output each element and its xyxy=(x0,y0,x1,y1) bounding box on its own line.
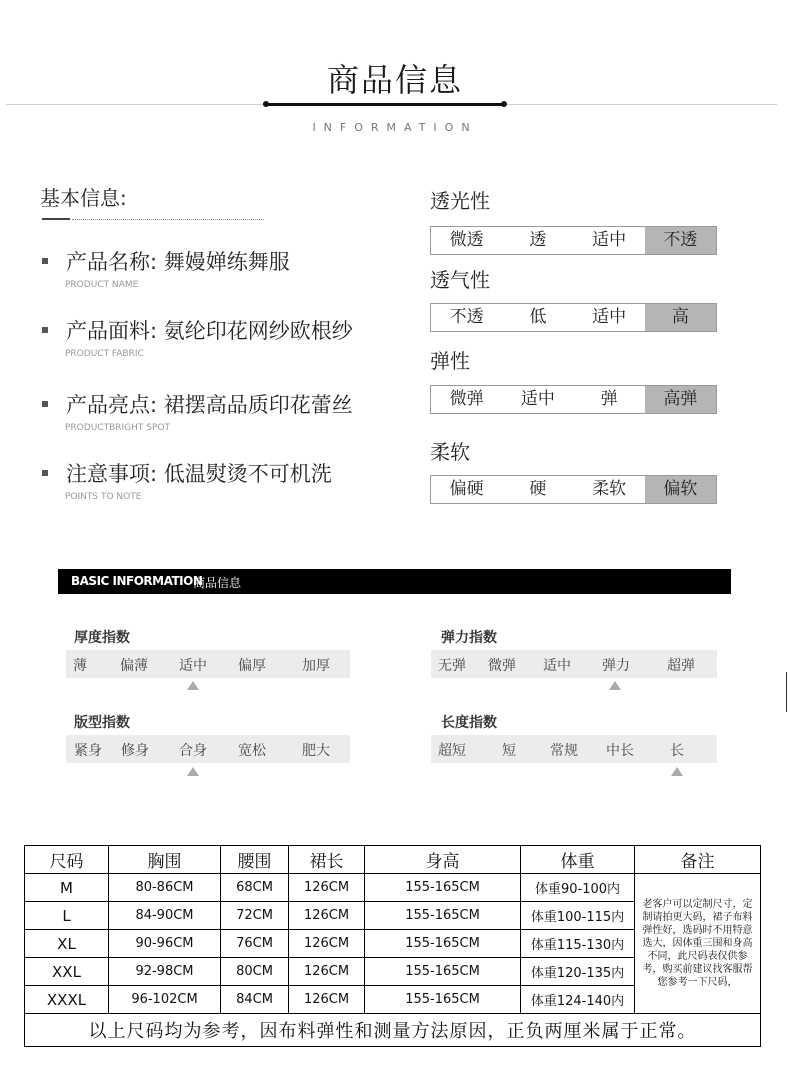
index-option-selected: 长 xyxy=(670,743,684,759)
info-item-text xyxy=(66,246,290,276)
index-bar-thickness xyxy=(66,650,350,678)
table-cell: 155-165CM xyxy=(365,874,521,902)
info-value: 裙摆高品质印花蕾丝 xyxy=(163,393,353,417)
bullet-icon xyxy=(42,258,48,264)
info-item-sub: PRODUCTBRIGHT SPOT xyxy=(65,423,170,433)
info-label: 产品亮点: xyxy=(66,393,158,417)
table-cell: 92-98CM xyxy=(109,958,221,986)
scale-option: 适中 xyxy=(592,307,627,327)
table-cell: 体重120-135内 xyxy=(521,958,635,986)
column-header: 体重 xyxy=(521,846,635,874)
column-header: 备注 xyxy=(635,846,761,874)
info-label: 产品名称: xyxy=(66,250,158,274)
table-cell: 84CM xyxy=(221,986,289,1014)
scale-option-selected: 高弹 xyxy=(645,386,716,413)
index-option: 微弹 xyxy=(488,658,516,674)
table-header-row xyxy=(25,846,761,874)
basic-info-underline xyxy=(42,218,70,220)
table-cell: 体重124-140内 xyxy=(521,986,635,1014)
scale-title-elasticity: 弹性 xyxy=(430,349,470,373)
index-title-thickness: 厚度指数 xyxy=(74,630,130,646)
scale-option: 硬 xyxy=(529,479,547,499)
index-bar-elasticity xyxy=(431,650,717,678)
scale-option: 适中 xyxy=(520,389,555,409)
index-option: 偏厚 xyxy=(238,658,266,674)
index-option: 无弹 xyxy=(438,658,466,674)
scale-option: 低 xyxy=(529,307,547,327)
scale-option: 微弹 xyxy=(449,389,484,409)
table-cell: 155-165CM xyxy=(365,902,521,930)
index-option-selected: 弹力 xyxy=(602,658,630,674)
divider-dot-left xyxy=(263,101,269,107)
table-cell: 155-165CM xyxy=(365,958,521,986)
index-option: 宽松 xyxy=(238,743,266,759)
table-cell-size: XXL xyxy=(25,958,109,986)
info-value: 舞嫚婵练舞服 xyxy=(163,250,290,274)
edge-divider xyxy=(786,672,787,712)
scale-option: 微透 xyxy=(449,230,484,250)
info-value: 氨纶印花网纱欧根纱 xyxy=(163,319,353,343)
table-cell-size: XL xyxy=(25,930,109,958)
column-header: 身高 xyxy=(365,846,521,874)
index-option: 中长 xyxy=(606,743,634,759)
table-cell-size: L xyxy=(25,902,109,930)
table-cell: 126CM xyxy=(289,902,365,930)
index-option: 适中 xyxy=(543,658,571,674)
index-option: 薄 xyxy=(73,658,87,674)
table-cell: 体重90-100内 xyxy=(521,874,635,902)
table-cell: 72CM xyxy=(221,902,289,930)
info-item-text xyxy=(66,315,353,345)
indicator-triangle-icon xyxy=(187,767,199,776)
index-option: 常规 xyxy=(550,743,578,759)
column-header: 胸围 xyxy=(109,846,221,874)
scale-option-selected: 偏软 xyxy=(645,476,716,503)
column-header: 腰围 xyxy=(221,846,289,874)
column-header: 裙长 xyxy=(289,846,365,874)
index-option: 超短 xyxy=(438,743,466,759)
scale-option: 柔软 xyxy=(592,479,627,499)
bullet-icon xyxy=(42,327,48,333)
scale-translucency xyxy=(430,226,717,255)
table-cell: 126CM xyxy=(289,930,365,958)
index-bar-length xyxy=(431,735,717,763)
scale-title-softness: 柔软 xyxy=(430,440,470,464)
table-cell: 155-165CM xyxy=(365,930,521,958)
scale-title-translucency: 透光性 xyxy=(430,189,490,213)
table-cell: 126CM xyxy=(289,986,365,1014)
info-label: 产品面料: xyxy=(66,319,158,343)
info-item-sub: POINTS TO NOTE xyxy=(65,492,142,502)
basic-info-title: 基本信息: xyxy=(40,186,127,210)
title-divider-accent xyxy=(265,103,505,106)
scale-option-selected: 高 xyxy=(645,304,716,331)
table-cell: 126CM xyxy=(289,874,365,902)
scale-option: 适中 xyxy=(592,230,627,250)
table-note: 老客户可以定制尺寸，定制请拍更大码，裙子布料弹性好，选码时不用特意选大，因体重三围和身高不同，此尺码表仅供参考，购买前建议找客服帮您参考一下尺码， xyxy=(635,874,761,1014)
index-option: 短 xyxy=(502,743,516,759)
index-title-fit: 版型指数 xyxy=(74,715,130,731)
table-footer-note: 以上尺码均为参考，因布料弹性和测量方法原因，正负两厘米属于正常。 xyxy=(25,1014,761,1047)
scale-title-breathability: 透气性 xyxy=(430,268,490,292)
info-item-text xyxy=(66,389,353,419)
info-item-sub: PRODUCT NAME xyxy=(65,280,139,290)
table-cell: 80-86CM xyxy=(109,874,221,902)
scale-option: 弹 xyxy=(600,389,618,409)
table-footer-row xyxy=(25,1014,761,1047)
scale-option-selected: 不透 xyxy=(645,227,716,254)
indicator-triangle-icon xyxy=(671,767,683,776)
index-option: 肥大 xyxy=(302,743,330,759)
index-option: 修身 xyxy=(121,743,149,759)
table-cell: 80CM xyxy=(221,958,289,986)
scale-breathability xyxy=(430,303,717,332)
page-title: 商品信息 xyxy=(326,61,463,99)
indicator-triangle-icon xyxy=(609,681,621,690)
scale-option: 不透 xyxy=(449,307,484,327)
banner-cn: 商品信息 xyxy=(193,576,242,590)
index-option: 偏薄 xyxy=(120,658,148,674)
banner-en: BASIC INFORMATION xyxy=(71,574,203,588)
table-cell: 体重100-115内 xyxy=(521,902,635,930)
table-cell: 126CM xyxy=(289,958,365,986)
index-title-elasticity: 弹力指数 xyxy=(441,630,497,646)
table-cell: 68CM xyxy=(221,874,289,902)
index-option: 紧身 xyxy=(74,743,102,759)
index-bar-fit xyxy=(66,735,350,763)
table-cell: 96-102CM xyxy=(109,986,221,1014)
index-option-selected: 合身 xyxy=(179,743,207,759)
scale-elasticity xyxy=(430,385,717,414)
divider-dot-right xyxy=(501,101,507,107)
index-option: 加厚 xyxy=(302,658,330,674)
table-cell: 76CM xyxy=(221,930,289,958)
info-label: 注意事项: xyxy=(66,462,158,486)
size-table xyxy=(24,845,761,1047)
table-cell: 155-165CM xyxy=(365,986,521,1014)
basic-info-dotted-line xyxy=(72,219,264,220)
indicator-triangle-icon xyxy=(187,681,199,690)
table-cell: 90-96CM xyxy=(109,930,221,958)
column-header: 尺码 xyxy=(25,846,109,874)
table-cell: 体重115-130内 xyxy=(521,930,635,958)
scale-option: 透 xyxy=(529,230,547,250)
scale-softness xyxy=(430,475,717,504)
index-option-selected: 适中 xyxy=(179,658,207,674)
info-item-sub: PRODUCT FABRIC xyxy=(65,349,144,359)
scale-option: 偏硬 xyxy=(449,479,484,499)
bullet-icon xyxy=(42,401,48,407)
basic-information-banner xyxy=(58,569,731,594)
index-title-length: 长度指数 xyxy=(441,715,497,731)
table-cell-size: XXXL xyxy=(25,986,109,1014)
table-row xyxy=(25,874,761,902)
bullet-icon xyxy=(42,470,48,476)
table-cell: 84-90CM xyxy=(109,902,221,930)
index-option: 超弹 xyxy=(667,658,695,674)
page-subtitle: INFORMATION xyxy=(312,121,478,134)
info-value: 低温熨烫不可机洗 xyxy=(163,462,332,486)
info-item-text xyxy=(66,458,332,488)
table-cell-size: M xyxy=(25,874,109,902)
